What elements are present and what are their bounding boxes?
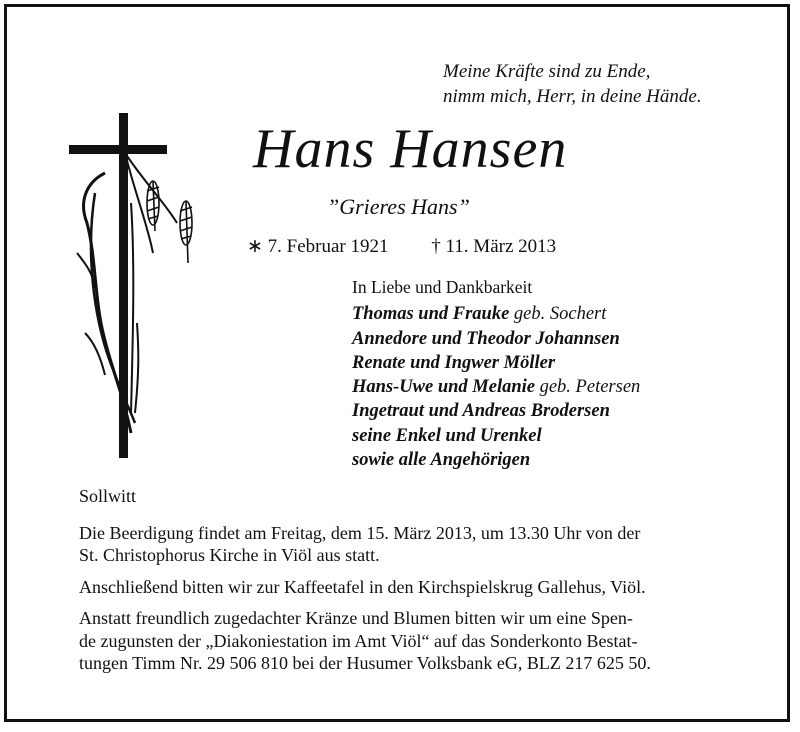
mourner-row: sowie alle Angehörigen xyxy=(352,450,531,471)
motto-line-2: nimm mich, Herr, in deine Hände. xyxy=(443,86,702,107)
motto-verse xyxy=(443,59,783,109)
birth-date: ∗ 7. Februar 1921 xyxy=(247,236,389,257)
mourners-list xyxy=(352,275,640,472)
mourner-row: Annedore und Theodor Johannsen xyxy=(352,328,620,349)
mourner-row: Hans-Uwe und Melanie geb. Petersen xyxy=(352,377,641,398)
place-name: Sollwitt xyxy=(79,486,137,506)
mourner-row: Thomas und Frauke geb. Sochert xyxy=(352,304,607,325)
mourner-row: Ingetraut und Andreas Brodersen xyxy=(352,401,610,422)
donation-paragraph: Anstatt freundlich zugedachter Kränze und Blumen bitten wir um eine Spen- de zugunsten der „Diakoniestation im Amt Viöl“ auf das Sonderkonto Bestat- tungen Timm Nr. 29 506 810 bei der Husumer Volksbank eG, BLZ 217 625 50. xyxy=(79,608,651,673)
funeral-paragraph: Die Beerdigung findet am Freitag, dem 15. März 2013, um 13.30 Uhr von der St. Christophorus Kirche in Viöl aus statt. xyxy=(79,522,641,565)
mourner-row: seine Enkel und Urenkel xyxy=(352,425,542,446)
mourners-intro: In Liebe und Dankbarkeit xyxy=(352,277,533,297)
deceased-nickname: ”Grieres Hans” xyxy=(327,194,470,219)
death-date: † 11. März 2013 xyxy=(431,236,557,257)
deceased-name: Hans Hansen xyxy=(253,118,568,180)
reception-paragraph: Anschließend bitten wir zur Kaffeetafel in den Kirchspielskrug Gallehus, Viöl. xyxy=(79,576,646,597)
mourner-row: Renate und Ingwer Möller xyxy=(352,352,556,373)
cross-with-wheat-icon xyxy=(65,113,205,463)
life-dates xyxy=(247,233,556,261)
obituary-notice xyxy=(4,4,790,722)
funeral-details xyxy=(79,485,769,684)
motto-line-1: Meine Kräfte sind zu Ende, xyxy=(443,61,651,82)
